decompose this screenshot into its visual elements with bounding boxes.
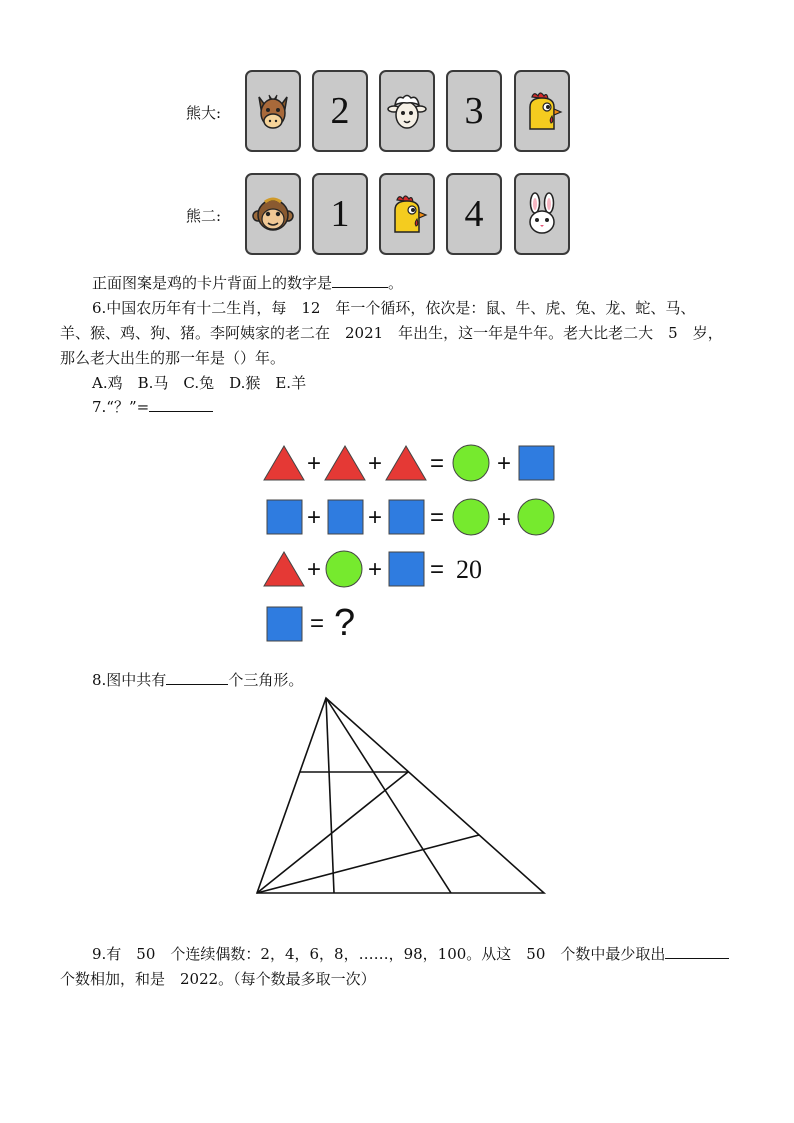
q9-line2: 个数相加，和是 2022。（每个数最多取一次）	[60, 970, 376, 988]
square-shape	[389, 552, 424, 586]
card-rabbit	[514, 173, 570, 255]
card-number-value: 1	[330, 193, 350, 235]
card-sheep	[379, 70, 435, 152]
equals-sign: =	[310, 610, 325, 637]
row-label-xionger: 熊二:	[186, 207, 222, 225]
q9-text: 9.有 50 个连续偶数：2，4，6，8，……，98，100。从这 50 个数中最少取出	[92, 945, 666, 963]
equals-sign: =	[430, 556, 445, 583]
plus-sign: +	[368, 504, 383, 531]
triangle-shape	[264, 552, 304, 586]
shape-puzzle	[0, 430, 794, 670]
card-number	[312, 70, 368, 152]
q7-answer-blank[interactable]	[149, 397, 213, 412]
q9-answer-blank[interactable]	[665, 944, 729, 959]
q6-line1: 6.中国农历年有十二生肖，每 12 年一个循环，依次是：鼠、牛、虎、兔、龙、蛇、马、	[92, 299, 696, 317]
plus-sign: +	[307, 504, 322, 531]
card-chicken	[514, 70, 570, 152]
card-number	[312, 173, 368, 255]
q6-line2: 羊、猴、鸡、狗、猪。李阿姨家的老二在 2021 年出生，这一年是牛年。老大比老二大 5 岁，	[60, 324, 723, 342]
chicken-icon	[520, 89, 564, 133]
chicken-icon	[385, 192, 429, 236]
card-number-value: 2	[330, 90, 350, 132]
q7-text: 7.“？”=	[92, 398, 150, 416]
row-label-xiongda: 熊大:	[186, 104, 222, 122]
monkey-icon	[251, 192, 295, 236]
card-number-value: 3	[464, 90, 484, 132]
triangle-shape	[264, 446, 304, 480]
q7-question	[92, 396, 213, 417]
sheep-icon	[385, 89, 429, 133]
circle-shape	[518, 499, 554, 535]
plus-sign: +	[368, 450, 383, 477]
square-shape	[267, 607, 302, 641]
q8-text-suffix: 个三角形。	[228, 671, 304, 689]
q5-answer-blank[interactable]	[332, 273, 388, 288]
plus-sign: +	[307, 556, 322, 583]
q8-text: 8.图中共有	[92, 671, 167, 689]
cevian-line	[326, 698, 451, 893]
square-shape	[267, 500, 302, 534]
card-number	[446, 173, 502, 255]
triangle-shape	[325, 446, 365, 480]
square-shape	[389, 500, 424, 534]
triangle-figure	[0, 690, 794, 910]
q6-line3: 那么老大出生的那一年是（）年。	[60, 349, 286, 367]
plus-sign: +	[368, 556, 383, 583]
triangle-shape	[386, 446, 426, 480]
card-monkey	[245, 173, 301, 255]
card-number	[446, 70, 502, 152]
plus-sign: +	[497, 450, 512, 477]
square-shape	[328, 500, 363, 534]
circle-shape	[453, 499, 489, 535]
horse-icon	[251, 89, 295, 133]
rabbit-icon	[520, 192, 564, 236]
card-chicken	[379, 173, 435, 255]
equals-sign: =	[430, 450, 445, 477]
result-value: 20	[456, 555, 482, 584]
cevian-line	[326, 698, 334, 893]
q5-text-suffix: 。	[388, 274, 404, 292]
q8-question	[92, 669, 303, 690]
card-horse	[245, 70, 301, 152]
equals-sign: =	[430, 504, 445, 531]
q5-text: 正面图案是鸡的卡片背面上的数字是	[92, 274, 333, 292]
plus-sign: +	[307, 450, 322, 477]
square-shape	[519, 446, 554, 480]
plus-sign: +	[497, 506, 512, 533]
outer-triangle	[257, 698, 544, 893]
card-number-value: 4	[464, 193, 484, 235]
q9-line1	[92, 943, 729, 964]
q8-answer-blank[interactable]	[166, 670, 228, 685]
circle-shape	[326, 551, 362, 587]
question-mark: ?	[334, 602, 356, 644]
q6-options: A.鸡 B.马 C.兔 D.猴 E.羊	[92, 374, 307, 392]
circle-shape	[453, 445, 489, 481]
q5-answer-line	[92, 272, 403, 293]
